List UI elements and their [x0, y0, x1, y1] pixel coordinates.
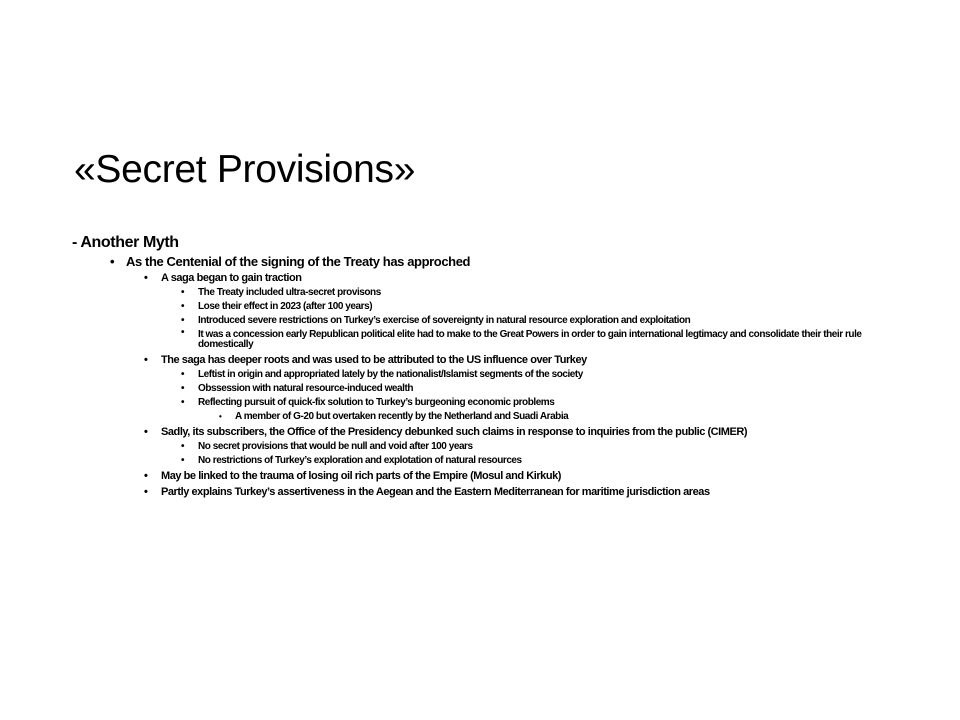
- item-saga: A saga began to gain traction: [161, 272, 302, 284]
- list-item: [219, 410, 882, 424]
- roots-item-text: Leftist in origin and appropriated lately by the nationalist/Islamist segments of the society: [198, 369, 583, 380]
- roots-item-text: Obssession with natural resource-induced wealth: [198, 383, 414, 394]
- bullet-icon: •: [219, 412, 222, 421]
- bullet-icon: •: [181, 455, 185, 466]
- item-partly: Partly explains Turkey’s assertiveness in the Aegean and the Eastern Mediterranean for maritime jurisdiction areas: [161, 486, 710, 498]
- saga-item-text: The Treaty included ultra-secret provisons: [198, 287, 381, 298]
- level3-list: [181, 368, 882, 424]
- list-item: [144, 485, 882, 500]
- list-item: [181, 396, 882, 424]
- bullet-icon: •: [181, 315, 185, 326]
- list-item: [144, 425, 882, 468]
- saga-item-text: It was a concession early Republican political elite had to make to the Great Powers in order to gain international legtimacy and consolidate their their rule domestically: [198, 329, 862, 350]
- list-item: [181, 454, 882, 468]
- list-item: [181, 314, 882, 328]
- bullet-icon: •: [110, 254, 115, 269]
- bullet-icon: •: [181, 441, 185, 452]
- list-item: [144, 271, 882, 352]
- bullet-icon: •: [144, 470, 148, 482]
- bullet-icon: •: [181, 369, 185, 380]
- list-item: [144, 469, 882, 484]
- bullet-icon: •: [181, 287, 185, 298]
- list-item: [181, 368, 882, 382]
- saga-item-text: Lose their effect in 2023 (after 100 years): [198, 301, 373, 312]
- level1-list: [110, 253, 882, 500]
- sadly-item-text: No restrictions of Turkey’s exploration and explotation of natural resources: [198, 455, 522, 466]
- slide-title: «Secret Provisions»: [74, 148, 416, 191]
- list-item: [181, 440, 882, 454]
- item-linked: May be linked to the trauma of losing oil rich parts of the Empire (Mosul and Kirkuk): [161, 470, 561, 482]
- bullet-icon: •: [181, 383, 185, 394]
- roots-sub-text: A member of G-20 but overtaken recently by the Netherland and Suadi Arabia: [235, 411, 569, 422]
- sadly-item-text: No secret provisions that would be null and void after 100 years: [198, 441, 473, 452]
- bullet-icon: •: [181, 327, 185, 338]
- item-centenial: As the Centenial of the signing of the Treaty has approched: [126, 254, 471, 269]
- level2-list: [144, 271, 882, 500]
- bullet-icon: •: [144, 426, 148, 438]
- bullet-icon: •: [144, 354, 148, 366]
- slide-body: [72, 233, 882, 501]
- heading-another-myth: - Another Myth: [72, 234, 179, 251]
- bullet-icon: •: [144, 486, 148, 498]
- bullet-icon: •: [181, 397, 185, 408]
- level3-list: [181, 286, 882, 352]
- bullet-icon: •: [181, 301, 185, 312]
- roots-item-text: Reflecting pursuit of quick-fix solution to Turkey’s burgeoning economic problems: [198, 397, 555, 408]
- level4-list: [219, 410, 882, 424]
- list-item: [181, 300, 882, 314]
- bullet-icon: •: [144, 272, 148, 284]
- saga-item-text: Introduced severe restrictions on Turkey’s exercise of sovereignty in natural resource exploration and exploitation: [198, 315, 691, 326]
- list-item: [181, 382, 882, 396]
- list-item: [181, 327, 882, 352]
- list-item: [110, 253, 882, 500]
- item-sadly: Sadly, its subscribers, the Office of the Presidency debunked such claims in response to inquiries from the public (CIMER): [161, 426, 748, 438]
- item-roots: The saga has deeper roots and was used to be attributed to the US influence over Turkey: [161, 354, 587, 366]
- list-item: [144, 353, 882, 424]
- list-item: [181, 286, 882, 300]
- level3-list: [181, 440, 882, 468]
